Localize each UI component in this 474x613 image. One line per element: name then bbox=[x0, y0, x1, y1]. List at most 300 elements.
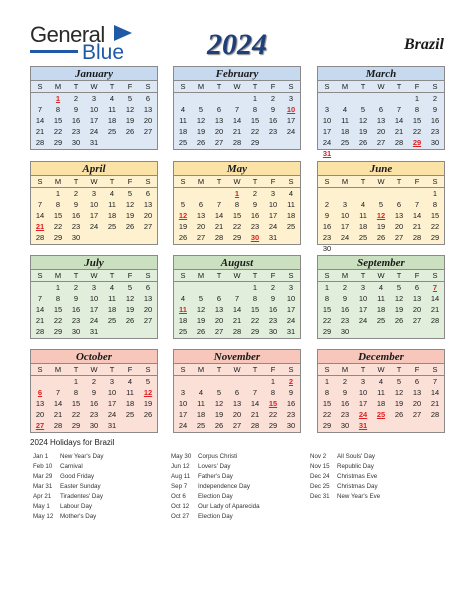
weekday-label: M bbox=[197, 82, 205, 91]
day-cell: 14 bbox=[232, 305, 242, 314]
holiday-date: Oct 27 bbox=[171, 513, 190, 520]
day-cell bbox=[192, 188, 210, 199]
day-cell: 10 bbox=[322, 116, 332, 125]
day-cell: 23 bbox=[89, 410, 99, 419]
day-cell: 22 bbox=[268, 410, 278, 419]
week-row bbox=[31, 188, 157, 199]
day-cell: 30 bbox=[322, 244, 332, 253]
day-cell: 20 bbox=[214, 127, 224, 136]
day-cell: 29 bbox=[430, 233, 440, 242]
week-row bbox=[174, 126, 300, 137]
day-cell: 29 bbox=[322, 421, 332, 430]
day-cell: 10 bbox=[89, 105, 99, 114]
day-cell bbox=[426, 326, 444, 337]
day-cell: 27 bbox=[412, 410, 422, 419]
day-cell: 3 bbox=[288, 94, 294, 103]
day-cell: 13 bbox=[196, 211, 206, 220]
holiday-day-cell: 24 bbox=[358, 410, 368, 419]
day-cell: 9 bbox=[73, 200, 79, 209]
month-title: July bbox=[31, 256, 157, 270]
week-row bbox=[174, 93, 300, 104]
day-cell: 15 bbox=[412, 116, 422, 125]
day-cell: 9 bbox=[342, 388, 348, 397]
day-cell: 28 bbox=[430, 410, 440, 419]
day-cell: 7 bbox=[37, 294, 43, 303]
day-cell: 13 bbox=[394, 211, 404, 220]
day-cell: 23 bbox=[250, 222, 260, 231]
weekday-header-row bbox=[31, 364, 157, 376]
day-cell: 4 bbox=[378, 377, 384, 386]
holiday-day-cell: 29 bbox=[412, 138, 422, 147]
day-cell: 8 bbox=[324, 388, 330, 397]
day-cell bbox=[336, 243, 354, 254]
holiday-date: May 12 bbox=[33, 513, 54, 520]
day-cell: 3 bbox=[91, 94, 97, 103]
month-title: May bbox=[174, 162, 300, 176]
weekday-header-row bbox=[174, 270, 300, 282]
calendar-year-title: 2024 bbox=[207, 28, 267, 61]
day-cell bbox=[192, 282, 210, 293]
day-cell: 23 bbox=[430, 127, 440, 136]
day-cell: 7 bbox=[396, 105, 402, 114]
day-cell: 14 bbox=[53, 399, 63, 408]
day-cell bbox=[49, 376, 67, 387]
day-cell: 22 bbox=[412, 127, 422, 136]
day-cell: 10 bbox=[107, 388, 117, 397]
day-cell: 17 bbox=[89, 211, 99, 220]
day-cell: 6 bbox=[145, 283, 151, 292]
holiday-date: Sep 7 bbox=[171, 483, 188, 490]
holiday-date: May 1 bbox=[33, 503, 50, 510]
week-row bbox=[31, 93, 157, 104]
day-cell: 3 bbox=[91, 283, 97, 292]
day-cell: 19 bbox=[125, 211, 135, 220]
holiday-name: Good Friday bbox=[60, 473, 95, 480]
day-cell: 16 bbox=[71, 116, 81, 125]
holiday-day-cell: 27 bbox=[35, 421, 45, 430]
day-cell: 8 bbox=[55, 294, 61, 303]
day-cell: 1 bbox=[252, 94, 258, 103]
day-cell: 13 bbox=[412, 388, 422, 397]
week-row bbox=[318, 420, 444, 431]
day-cell: 31 bbox=[89, 327, 99, 336]
day-cell: 30 bbox=[71, 138, 81, 147]
week-row bbox=[31, 293, 157, 304]
holiday-date: Dec 31 bbox=[310, 493, 330, 500]
month-title: September bbox=[318, 256, 444, 270]
weekday-label: S bbox=[145, 177, 151, 186]
day-cell: 11 bbox=[287, 200, 295, 209]
day-cell: 18 bbox=[125, 399, 135, 408]
day-cell: 15 bbox=[250, 116, 260, 125]
day-cell bbox=[390, 148, 408, 159]
day-cell: 15 bbox=[250, 305, 260, 314]
month-title: August bbox=[174, 256, 300, 270]
day-cell bbox=[372, 326, 390, 337]
month-february bbox=[173, 66, 301, 150]
holiday-date: Mar 31 bbox=[33, 483, 53, 490]
day-cell: 25 bbox=[196, 421, 206, 430]
day-cell: 27 bbox=[394, 233, 404, 242]
month-title: January bbox=[31, 67, 157, 81]
day-cell: 5 bbox=[127, 189, 133, 198]
day-cell: 5 bbox=[145, 377, 151, 386]
weekday-label: T bbox=[396, 82, 402, 91]
day-cell bbox=[139, 232, 157, 243]
day-cell: 26 bbox=[125, 316, 135, 325]
day-cell bbox=[210, 188, 228, 199]
day-cell: 8 bbox=[432, 200, 438, 209]
holiday-item bbox=[310, 472, 380, 482]
day-cell: 2 bbox=[270, 94, 276, 103]
month-title: November bbox=[174, 350, 300, 364]
week-row bbox=[31, 221, 157, 232]
day-cell: 3 bbox=[360, 283, 366, 292]
day-cell: 14 bbox=[430, 388, 440, 397]
weekday-label: W bbox=[377, 82, 385, 91]
weekday-label: T bbox=[360, 271, 366, 280]
day-cell: 5 bbox=[396, 283, 402, 292]
week-row bbox=[318, 398, 444, 409]
weekday-label: S bbox=[145, 365, 151, 374]
day-cell: 2 bbox=[342, 377, 348, 386]
week-row bbox=[318, 376, 444, 387]
day-cell: 6 bbox=[234, 388, 240, 397]
day-cell: 14 bbox=[35, 116, 45, 125]
weekday-label: F bbox=[127, 365, 133, 374]
day-cell: 23 bbox=[340, 410, 350, 419]
day-cell: 9 bbox=[288, 388, 294, 397]
day-cell: 29 bbox=[53, 233, 63, 242]
day-cell: 4 bbox=[378, 283, 384, 292]
weekday-label: W bbox=[90, 365, 98, 374]
day-cell: 29 bbox=[250, 327, 260, 336]
holiday-day-cell: 15 bbox=[268, 399, 278, 408]
week-row bbox=[318, 304, 444, 315]
day-cell: 25 bbox=[107, 316, 117, 325]
holiday-column bbox=[171, 452, 260, 522]
day-cell: 3 bbox=[270, 189, 276, 198]
day-cell: 25 bbox=[286, 222, 296, 231]
day-cell: 18 bbox=[178, 316, 188, 325]
day-cell: 5 bbox=[378, 200, 384, 209]
weekday-header-row bbox=[31, 81, 157, 93]
holiday-item bbox=[33, 472, 103, 482]
day-cell: 28 bbox=[232, 138, 242, 147]
day-cell: 4 bbox=[342, 105, 348, 114]
day-cell: 30 bbox=[71, 327, 81, 336]
holiday-item bbox=[310, 462, 380, 472]
day-cell: 6 bbox=[216, 105, 222, 114]
day-cell: 24 bbox=[89, 127, 99, 136]
weekday-label: F bbox=[414, 271, 420, 280]
day-cell: 21 bbox=[232, 316, 242, 325]
day-cell bbox=[354, 326, 372, 337]
day-cell: 1 bbox=[270, 377, 276, 386]
holiday-name: Father's Day bbox=[198, 473, 233, 480]
day-cell: 17 bbox=[286, 116, 296, 125]
day-cell: 28 bbox=[53, 421, 63, 430]
weekday-label: T bbox=[109, 82, 115, 91]
holiday-name: Election Day bbox=[198, 513, 233, 520]
day-cell: 9 bbox=[432, 105, 438, 114]
weekday-label: W bbox=[90, 177, 98, 186]
day-cell: 10 bbox=[89, 200, 99, 209]
day-cell: 19 bbox=[214, 410, 224, 419]
day-cell: 12 bbox=[125, 105, 135, 114]
day-cell: 16 bbox=[286, 399, 296, 408]
day-cell: 11 bbox=[359, 211, 367, 220]
holiday-name: Lovers' Day bbox=[198, 463, 231, 470]
month-june bbox=[317, 161, 445, 253]
day-cell: 29 bbox=[53, 138, 63, 147]
day-cell: 19 bbox=[125, 116, 135, 125]
week-row bbox=[318, 409, 444, 420]
day-cell: 26 bbox=[125, 127, 135, 136]
day-cell: 23 bbox=[340, 316, 350, 325]
holiday-day-cell: 10 bbox=[286, 105, 296, 114]
day-cell bbox=[192, 93, 210, 104]
day-cell: 8 bbox=[414, 105, 420, 114]
day-cell bbox=[354, 188, 372, 199]
week-row bbox=[31, 282, 157, 293]
holiday-date: Mar 29 bbox=[33, 473, 53, 480]
week-row bbox=[174, 115, 300, 126]
day-cell: 20 bbox=[35, 410, 45, 419]
holiday-name: Corpus Christi bbox=[198, 453, 238, 460]
day-cell: 10 bbox=[358, 294, 368, 303]
day-cell bbox=[228, 282, 246, 293]
day-cell bbox=[31, 376, 49, 387]
day-cell: 19 bbox=[394, 399, 404, 408]
holiday-item bbox=[33, 512, 103, 522]
holiday-date: Dec 25 bbox=[310, 483, 330, 490]
day-cell: 7 bbox=[216, 200, 222, 209]
day-cell: 21 bbox=[394, 127, 404, 136]
month-april bbox=[30, 161, 158, 245]
month-title: March bbox=[318, 67, 444, 81]
day-cell: 26 bbox=[394, 316, 404, 325]
week-row bbox=[318, 232, 444, 243]
day-cell: 19 bbox=[376, 222, 386, 231]
day-cell bbox=[372, 420, 390, 431]
weekday-label: S bbox=[180, 365, 186, 374]
holiday-day-cell: 25 bbox=[376, 410, 386, 419]
day-cell: 22 bbox=[250, 127, 260, 136]
day-cell: 1 bbox=[324, 377, 330, 386]
day-cell: 6 bbox=[216, 294, 222, 303]
week-row bbox=[318, 126, 444, 137]
day-cell bbox=[210, 376, 228, 387]
week-row bbox=[174, 387, 300, 398]
day-cell: 14 bbox=[232, 116, 242, 125]
day-cell: 15 bbox=[430, 211, 440, 220]
day-cell: 22 bbox=[232, 222, 242, 231]
day-cell: 28 bbox=[232, 327, 242, 336]
day-cell bbox=[192, 376, 210, 387]
day-cell: 29 bbox=[71, 421, 81, 430]
holiday-item bbox=[171, 512, 260, 522]
day-cell: 13 bbox=[143, 294, 153, 303]
holiday-name: Tiradentes' Day bbox=[60, 493, 103, 500]
day-cell: 29 bbox=[53, 327, 63, 336]
holiday-name: Carnival bbox=[60, 463, 83, 470]
day-cell bbox=[139, 137, 157, 148]
weekday-label: T bbox=[252, 177, 258, 186]
day-cell: 2 bbox=[324, 200, 330, 209]
day-cell: 29 bbox=[322, 327, 332, 336]
week-row bbox=[174, 420, 300, 431]
holiday-date: Aug 11 bbox=[171, 473, 191, 480]
holiday-item bbox=[171, 452, 260, 462]
weekday-label: S bbox=[432, 177, 438, 186]
day-cell: 3 bbox=[180, 388, 186, 397]
day-cell: 30 bbox=[340, 421, 350, 430]
day-cell: 11 bbox=[126, 388, 134, 397]
day-cell: 28 bbox=[250, 421, 260, 430]
day-cell: 12 bbox=[125, 294, 135, 303]
day-cell: 12 bbox=[196, 116, 206, 125]
day-cell bbox=[408, 326, 426, 337]
week-row bbox=[318, 326, 444, 337]
day-cell bbox=[354, 148, 372, 159]
day-cell: 7 bbox=[234, 105, 240, 114]
holiday-date: Jun 12 bbox=[171, 463, 190, 470]
day-cell: 18 bbox=[376, 399, 386, 408]
day-cell: 6 bbox=[145, 94, 151, 103]
holiday-date: Nov 15 bbox=[310, 463, 330, 470]
day-cell: 12 bbox=[125, 200, 135, 209]
day-cell: 13 bbox=[412, 294, 422, 303]
weekday-label: T bbox=[360, 365, 366, 374]
day-cell: 17 bbox=[340, 222, 350, 231]
holiday-date: May 30 bbox=[171, 453, 192, 460]
week-row bbox=[318, 148, 444, 159]
holiday-column bbox=[310, 452, 380, 502]
day-cell: 20 bbox=[214, 316, 224, 325]
day-cell bbox=[390, 243, 408, 254]
weekday-header-row bbox=[318, 81, 444, 93]
day-cell: 3 bbox=[342, 200, 348, 209]
weekday-label: W bbox=[377, 271, 385, 280]
weekday-label: T bbox=[216, 271, 222, 280]
week-row bbox=[174, 304, 300, 315]
holiday-name: Our Lady of Aparecida bbox=[198, 503, 260, 510]
day-cell: 17 bbox=[89, 305, 99, 314]
day-cell: 24 bbox=[322, 138, 332, 147]
day-cell bbox=[408, 243, 426, 254]
holiday-item bbox=[171, 482, 260, 492]
day-cell: 26 bbox=[358, 138, 368, 147]
week-row bbox=[318, 137, 444, 148]
day-cell: 28 bbox=[35, 138, 45, 147]
weekday-label: T bbox=[360, 177, 366, 186]
day-cell: 28 bbox=[430, 316, 440, 325]
weekday-label: F bbox=[127, 271, 133, 280]
day-cell bbox=[121, 420, 139, 431]
day-cell: 16 bbox=[322, 222, 332, 231]
week-row bbox=[174, 326, 300, 337]
weekday-label: S bbox=[324, 271, 330, 280]
day-cell: 18 bbox=[107, 211, 117, 220]
day-cell: 27 bbox=[143, 222, 153, 231]
day-cell bbox=[372, 188, 390, 199]
day-cell: 16 bbox=[71, 211, 81, 220]
day-cell: 28 bbox=[412, 233, 422, 242]
day-cell: 21 bbox=[430, 399, 440, 408]
holiday-day-cell: 30 bbox=[250, 233, 260, 242]
week-row bbox=[318, 293, 444, 304]
day-cell: 4 bbox=[180, 105, 186, 114]
day-cell: 4 bbox=[109, 94, 115, 103]
day-cell: 11 bbox=[341, 116, 349, 125]
day-cell: 18 bbox=[178, 127, 188, 136]
holiday-day-cell: 21 bbox=[35, 222, 45, 231]
week-row bbox=[318, 315, 444, 326]
day-cell: 10 bbox=[340, 211, 350, 220]
weekday-label: M bbox=[341, 177, 349, 186]
day-cell: 7 bbox=[252, 388, 258, 397]
day-cell: 22 bbox=[430, 222, 440, 231]
day-cell bbox=[426, 420, 444, 431]
holiday-day-cell: 7 bbox=[432, 283, 438, 292]
holiday-name: Election Day bbox=[198, 493, 233, 500]
day-cell bbox=[354, 93, 372, 104]
day-cell: 24 bbox=[358, 316, 368, 325]
weekday-label: M bbox=[341, 271, 349, 280]
day-cell: 9 bbox=[324, 211, 330, 220]
day-cell: 3 bbox=[288, 283, 294, 292]
day-cell: 2 bbox=[73, 283, 79, 292]
day-cell: 19 bbox=[394, 305, 404, 314]
day-cell: 14 bbox=[412, 211, 422, 220]
holiday-item bbox=[171, 492, 260, 502]
day-cell: 24 bbox=[178, 421, 188, 430]
week-row bbox=[174, 104, 300, 115]
day-cell: 30 bbox=[430, 138, 440, 147]
day-cell: 19 bbox=[196, 316, 206, 325]
weekday-label: T bbox=[216, 82, 222, 91]
day-cell: 18 bbox=[107, 116, 117, 125]
day-cell: 1 bbox=[55, 283, 61, 292]
day-cell: 24 bbox=[286, 127, 296, 136]
day-cell: 16 bbox=[268, 305, 278, 314]
day-cell: 30 bbox=[286, 421, 296, 430]
day-cell: 14 bbox=[214, 211, 224, 220]
holiday-date: Nov 2 bbox=[310, 453, 327, 460]
day-cell: 9 bbox=[270, 294, 276, 303]
holiday-item bbox=[33, 492, 103, 502]
day-cell: 16 bbox=[268, 116, 278, 125]
day-cell bbox=[390, 188, 408, 199]
holiday-name: Christmas Day bbox=[337, 483, 378, 490]
day-cell bbox=[318, 93, 336, 104]
month-january bbox=[30, 66, 158, 150]
day-cell: 27 bbox=[143, 127, 153, 136]
day-cell: 11 bbox=[108, 105, 116, 114]
week-row bbox=[174, 137, 300, 148]
day-cell: 23 bbox=[268, 127, 278, 136]
day-cell: 31 bbox=[268, 233, 278, 242]
day-cell bbox=[264, 137, 282, 148]
month-march bbox=[317, 66, 445, 158]
weekday-label: W bbox=[233, 271, 241, 280]
day-cell: 26 bbox=[125, 222, 135, 231]
weekday-label: F bbox=[270, 177, 276, 186]
weekday-label: T bbox=[109, 177, 115, 186]
day-cell: 21 bbox=[214, 222, 224, 231]
day-cell: 6 bbox=[378, 105, 384, 114]
